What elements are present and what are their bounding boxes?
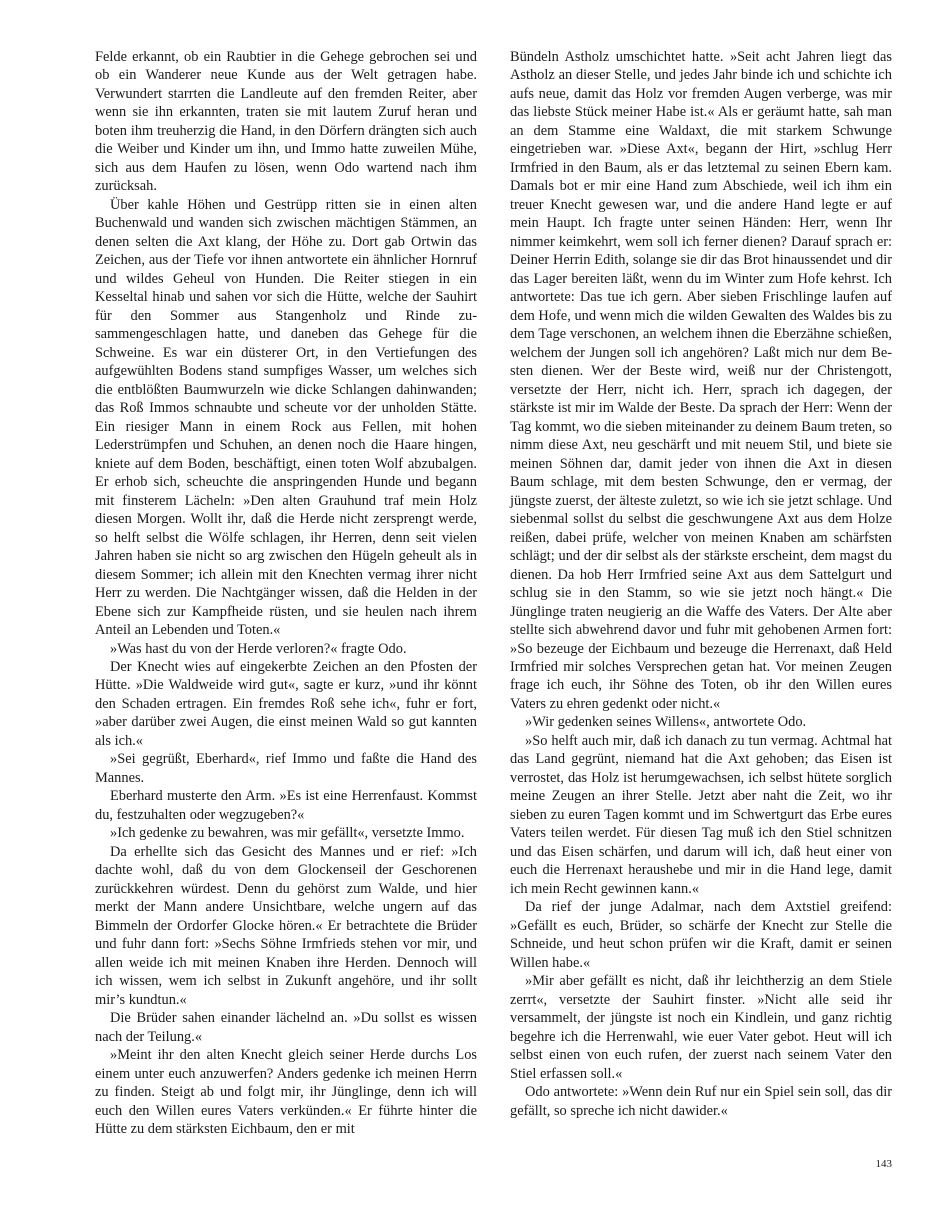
paragraph: Eberhard musterte den Arm. »Es ist eine Herrenfaust. Kommst du, festzuhalten oder wegzugeben?« [95,788,477,823]
page-number: 143 [875,1158,892,1170]
paragraph: »So helft auch mir, daß ich danach zu tun vermag. Achtmal hat das Land gegrünt, niemand hat die Axt gehoben; das Eisen ist verrostet, das Holz ist herumgewachsen, ich selbst hütete sorglich meine Zeugen an ihrer Stelle. Jetzt aber naht die Zeit, wo ihr sieben zu euren Tagen kommt und im Schwertgurt das Erbe eures Vaters teilen werdet. Für diesen Tag muß ich den Stiel schnitzen und das Eisen schärfen, und darum will ich, daß heut einer von euch die Herrenaxt heraushebe und mir in die Hand lege, damit ich mein Recht gewinnen kann.« [510,732,892,897]
left-column [95,48,477,1139]
paragraph: »Ich gedenke zu bewahren, was mir gefällt«, versetzte Immo. [110,825,465,842]
paragraph: »Sei gegrüßt, Eberhard«, rief Immo und faßte die Hand des Mannes. [95,751,477,786]
paragraph: Odo antwortete: »Wenn dein Ruf nur ein Spiel sein soll, das dir gefällt, so spreche ich nicht dawider.« [510,1084,892,1119]
right-column [510,48,892,1120]
paragraph: Da erhellte sich das Gesicht des Mannes und er rief: »Ich dachte wohl, daß du von dem Glockenseil der Geschorenen zurückkehren würdest. Denn du gehörst zum Walde, und hier merkt der Mann andere Unsichtbare, welche ungern auf das Bimmeln der Ordorfer Glocke hören.« Er betrachtete die Brüder und fuhr dann fort: »Sechs Söhne Irmfrieds stehen vor mir, und allen weide ich mit meinen Knaben ihre Herden. Dennoch will ich wissen, wem ich selbst in Zukunft angehöre, und ihr sollt mir’s kundtun.« [95,843,477,1008]
paragraph: Bündeln Astholz umschichtet hatte. »Seit acht Jahren liegt das Astholz an dieser Stelle, und jedes Jahr binde ich und schichte ich aufs neue, damit das Holz vor fremden Augen verberge, was mir das liebste Stück meiner Habe ist.« Als er geräumt hatte, sah man an dem Stamme eine Waldaxt, die mit starkem Schwunge eingetrieben war. »Diese Axt«, begann der Hirt, »schlug Herr Irmfried in den Baum, als er das letztemal zu seinen Ebern kam. Damals bot er mir eine Hand zum Abschiede, weil ich ihm ein treuer Knecht gewesen war, und die andere Hand legte er auf mein Haupt. Ich fragte unter seinen Händen: Herr, wenn Ihr nimmer keimkehrt, wem soll ich ferner dienen? Darauf sprach er: Deiner Herrin Edith, solange sie dir das Brot hinaussendet und dir das Lager bereiten läßt, wenn du im Winter zum Hofe kehrst. Ich antwortete: Das tue ich gern. Aber sieben Frischlinge laufen auf dem Hofe, und wenn mich die wilden Gewalten des Waldes bis zu dem Tage verschonen, an welchem ihnen die Eberzähne schießen, welchem der Jungen soll ich angehören? Laßt mich nur dem Besten dienen. Wer der Beste wird, weiß nur der Christengott, versetzte der Herr, nicht ich. Herr, sprach ich dagegen, der stärkste ist mir im Walde der Beste. Da sprach der Herr: Wenn der Tag kommt, wo die sieben miteinander zu deinem Baum treten, so nimm diese Axt, neu geschärft und mit neuem Stil, und biete sie meinen Söhnen dar, damit jeder von ihnen die Axt in diesen Baum schlage, mit dem besten Schwunge, den er vermag, der jüngste zuerst, der älteste zuletzt, so wie ich sie jetzt schlage. Und siebenmal sollst du selbst die geschwungene Axt aus dem Holze reißen, dabei prüfe, welcher von meinen Knaben am schärfsten schlägt; und der dir selbst als der stärkste erscheint, dem magst du dienen. Da hob Herr Irmfried seine Axt aus dem Sattelgurt und schlug sie in den Stamm, so wie sie jetzt noch hängt.« Die Jünglinge traten neugierig an die Waffe des Vaters. Der Alte aber stellte sich abwehrend davor und fuhr mit gehobenen Armen fort: »So bezeuge der Eichbaum und bezeuge die Herrenaxt, daß Held Irmfried mir solches Versprechen getan hat. Vor meinen Zeugen frage ich euch, ihr Söhne des Toten, ob ihr den Willen eures Vaters zu ehren gedenkt oder nicht.« [510,49,892,712]
paragraph: Da rief der junge Adalmar, nach dem Axtstiel greifend: »Gefällt es euch, Brüder, so schärfe der Knecht zur Stelle die Schneide, und heut schon prüfen wir die Kraft, damit er seinen Willen habe.« [510,899,892,971]
paragraph: »Was hast du von der Herde verloren?« fragte Odo. [110,640,407,657]
paragraph: Der Knecht wies auf eingekerbte Zeichen an den Pfosten der Hütte. »Die Waldweide wird gut«, sagte er kurz, »und ihr könnt den Schaden ertragen. Ein fremdes Roß sehe ich«, fuhr er fort, »aber darüber zwei Augen, die einst meinen Wald so gut kannten als ich.« [95,658,477,749]
paragraph: Über kahle Höhen und Gestrüpp ritten sie in einen alten Buchenwald und wanden sich zwischen mächtigen Stämmen, an denen selten die Axt klang, der Höhe zu. Dort gab Ortwin das Zeichen, aus der Tiefe vor ihnen antwortete ein ähnlicher Hornruf und wildes Geheul von Hunden. Die Reiter stiegen in ein Kesseltal hinab und sahen vor sich die Hütte, welche der Sauhirt für den Sommer aus Stangenholz und Rinde zusammengeschlagen hatte, und daneben das Gehege für die Schweine. Es war ein düsterer Ort, in den Vertiefungen des aufgewühlten Bodens stand sumpfiges Wasser, um welches sich die entblößten Baumwurzeln wie dicke Schlangen dahinwanden; das Roß Immos schnaubte und scheute vor der unholden Stätte. Ein riesiger Mann in einem Rock aus Fellen, mit hohen Lederstrümpfen und Schuhen, an denen noch die Haare hingen, kniete auf dem Boden, beschäftigt, einen toten Wolf abzubalgen. Er erhob sich, scheuchte die anspringenden Hunde und begann mit finsterem Lächeln: »Den alten Grauhund traf mein Holz diesen Morgen. Wollt ihr, daß die Herde nicht zersprengt werde, so helft selbst die Wölfe schlagen, ihr Herren, denn seit vielen Jahren haben sie nicht so arg zwischen den Hügeln geheult als in diesem Sommer; ich allein mit den Knechten vermag ihrer nicht Herr zu werden. Die Nachtgänger wissen, daß die Helden in der Ebene sich zur Kampfheide rüsten, und sie heulen nach ihrem Anteil an Lebenden und Toten.« [95,196,477,639]
paragraph: »Wir gedenken seines Willens«, antwortete Odo. [525,714,807,731]
paragraph: »Mir aber gefällt es nicht, daß ihr leichtherzig an dem Stiele zerrt«, versetzte der Sauhirt finster. »Nicht alle seid ihr versammelt, der jüngste ist noch ein Kindlein, und ganz richtig begehre ich die Herrenwahl, wie euer Vater gebot. Heut will ich selbst einen von euch rufen, der zuerst nach seinem Vater den Stiel erfassen soll.« [510,973,892,1082]
paragraph: Die Brüder sahen einander lächelnd an. »Du sollst es wissen nach der Teilung.« [95,1010,477,1045]
paragraph: »Meint ihr den alten Knecht gleich seiner Herde durchs Los einem unter euch anzuwerfen? Anders gedenke ich meinen Herrn zu finden. Steigt ab und folgt mir, ihr Jünglinge, denn ich will euch den Willen eures Vaters verkünden.« Er führte hinter die Hütte zu dem stärksten Eichbaum, den er mit [95,1047,477,1138]
paragraph: Felde erkannt, ob ein Raubtier in die Gehege gebrochen sei und ob ein Wanderer neue Kunde aus der Welt getragen habe. Verwundert starrten die Landleute auf den fremden Reiter, aber wenn sie ihn erkannten, traten sie mit lautem Zuruf heran und boten ihm treuherzig die Hand, in den Dörfern drängten sich auch die Weiber und Kinder um ihn, und Immo hatte zuweilen Mühe, sich aus dem Haufen zu lösen, wenn Odo wartend nach ihm zurücksah. [95,49,477,195]
